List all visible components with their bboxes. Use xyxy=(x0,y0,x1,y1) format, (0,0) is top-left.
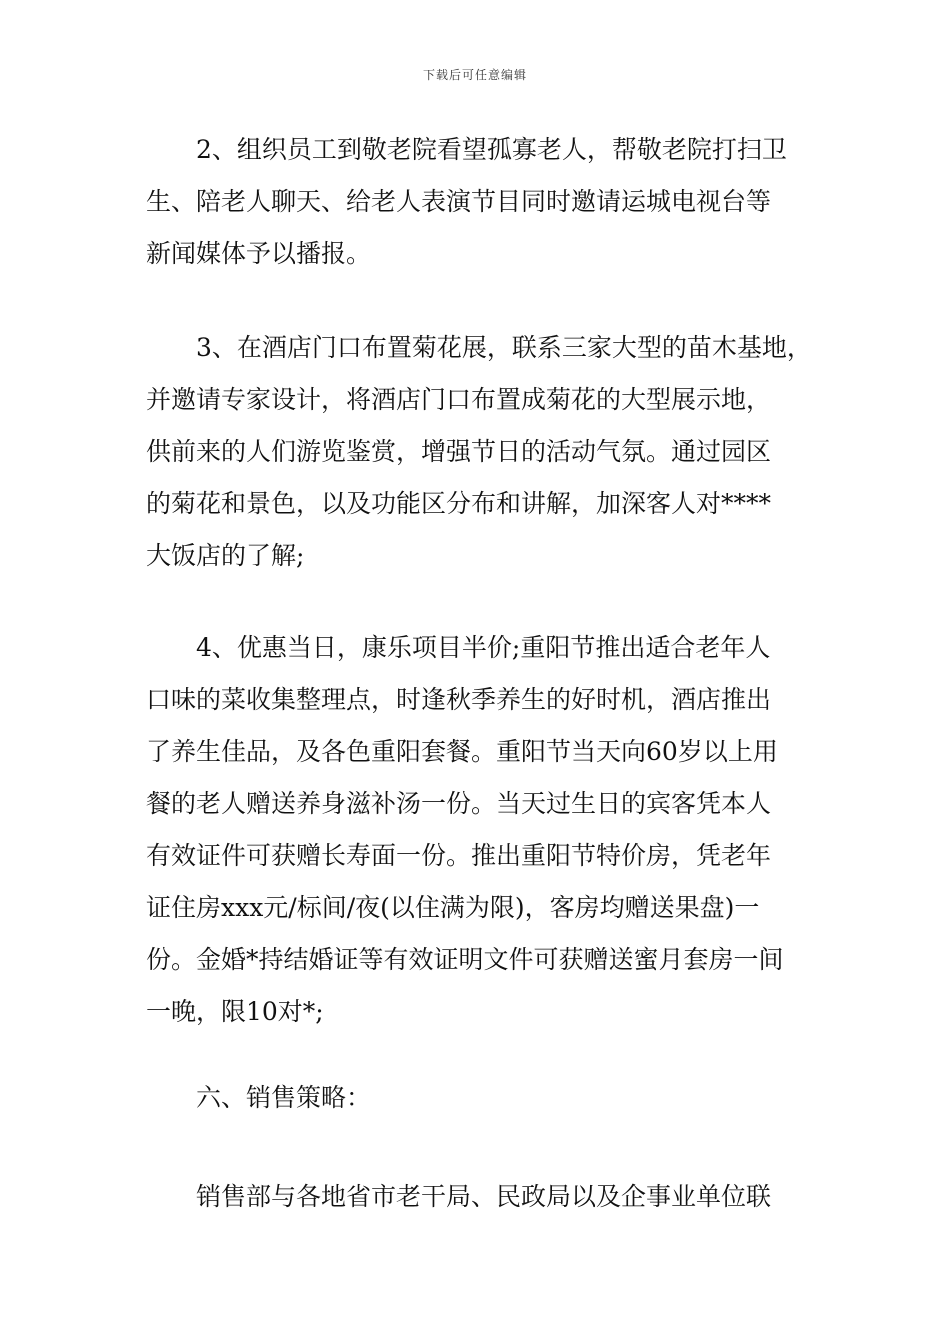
paragraph-line: 有效证件可获赠长寿面一份。推出重阳节特价房，凭老年 xyxy=(146,841,772,870)
paragraph-item-4 xyxy=(146,622,816,1038)
paragraph-line: 并邀请专家设计，将酒店门口布置成菊花的大型展示地， xyxy=(146,385,772,414)
paragraph-line: 大饭店的了解; xyxy=(146,541,305,570)
paragraph-line: 了养生佳品，及各色重阳套餐。重阳节当天向60岁以上用 xyxy=(146,737,778,766)
paragraph-line: 证住房xxx元/标间/夜(以住满为限)，客房均赠送果盘)一 xyxy=(146,893,760,922)
paragraph-line: 供前来的人们游览鉴赏，增强节日的活动气氛。通过园区 xyxy=(146,437,772,466)
section-heading-sales-strategy xyxy=(146,1072,816,1124)
paragraph-item-3 xyxy=(146,322,816,582)
paragraph-line: 生、陪老人聊天、给老人表演节目同时邀请运城电视台等 xyxy=(146,187,772,216)
section-heading: 六、销售策略： xyxy=(196,1083,372,1112)
paragraph-line: 3、在酒店门口布置菊花展，联系三家大型的苗木基地， xyxy=(196,333,812,362)
paragraph-line: 2、组织员工到敬老院看望孤寡老人，帮敬老院打扫卫 xyxy=(196,135,787,164)
paragraph-line: 的菊花和景色，以及功能区分布和讲解，加深客人对**** xyxy=(146,489,772,518)
paragraph-line: 份。金婚*持结婚证等有效证明文件可获赠送蜜月套房一间 xyxy=(146,945,784,974)
paragraph-item-2 xyxy=(146,124,816,280)
page-header-note: 下载后可任意编辑 xyxy=(422,68,527,82)
paragraph-line: 口味的菜收集整理点，时逢秋季养生的好时机，酒店推出 xyxy=(146,685,772,714)
paragraph-line: 4、优惠当日，康乐项目半价;重阳节推出适合老年人 xyxy=(196,633,771,662)
paragraph-line: 餐的老人赠送养身滋补汤一份。当天过生日的宾客凭本人 xyxy=(146,789,772,818)
paragraph-line: 一晚，限10对*; xyxy=(146,997,324,1026)
paragraph-item-sales xyxy=(146,1171,816,1223)
paragraph-line: 销售部与各地省市老干局、民政局以及企事业单位联 xyxy=(196,1182,772,1211)
paragraph-line: 新闻媒体予以播报。 xyxy=(146,239,372,268)
